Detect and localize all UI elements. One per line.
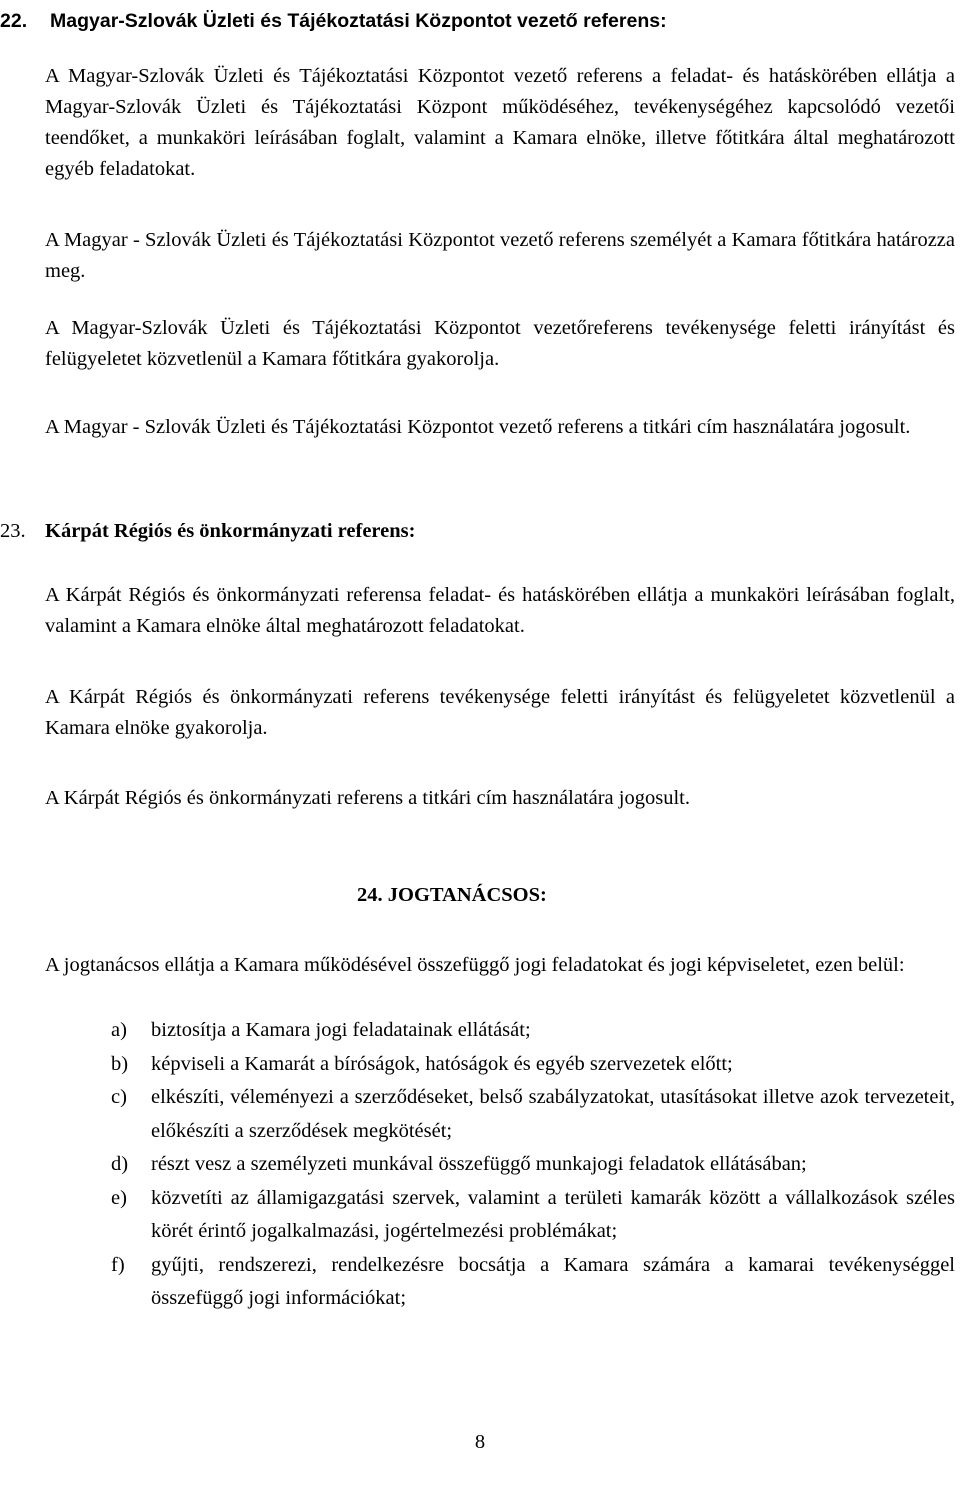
list-item-letter: d) [111,1153,129,1175]
list-item-letter: f) [111,1253,125,1276]
list-item [45,1182,955,1249]
section-24-intro: A jogtanácsos ellátja a Kamara működésével összefüggő jogi feladatokat és jogi képviseletet, ezen belül: [45,954,905,976]
list-item [45,1148,955,1182]
section-23-paragraph-3: A Kárpát Régiós és önkormányzati referens a titkári cím használatára jogosult. [45,787,690,809]
list-item-text: képviseli a Kamarát a bíróságok, hatóságok és egyéb szervezetek előtt; [151,1052,733,1075]
list-item [45,1249,955,1316]
list-item [45,1081,955,1148]
list-item-letter: b) [111,1052,129,1075]
section-22-number: 22. [0,10,28,32]
list-item-letter: c) [111,1086,127,1108]
list-item-text: elkészíti, véleményezi a szerződéseket, belső szabályzatokat, utasításokat illetve azok tervezeteit, előkészíti a szerződések megkötését; [151,1086,955,1142]
section-23-paragraph-2: A Kárpát Régiós és önkormányzati referens tevékenysége feletti irányítást és felügyeletet közvetlenül a Kamara elnöke gyakorolja. [45,686,955,739]
section-22-paragraph-2: A Magyar - Szlovák Üzleti és Tájékoztatási Központot vezető referens személyét a Kamara főtitkára határozza meg. [45,229,955,282]
section-22-title: Magyar-Szlovák Üzleti és Tájékoztatási Központot vezető referens: [50,10,667,32]
section-24-heading: 24. JOGTANÁCSOS: [357,884,547,906]
section-22-paragraph-3: A Magyar-Szlovák Üzleti és Tájékoztatási Központot vezetőreferens tevékenysége feletti irányítást és felügyeletet közvetlenül a Kamara főtitkára gyakorolja. [45,317,955,370]
list-item-text: részt vesz a személyzeti munkával összefüggő munkajogi feladatok ellátásában; [151,1153,807,1175]
list-item-text: közvetíti az államigazgatási szervek, valamint a területi kamarák között a vállalkozások széles körét érintő jogalkalmazási, jogértelmezési problémákat; [151,1186,955,1242]
list-item-text: biztosítja a Kamara jogi feladatainak ellátását; [151,1019,531,1041]
section-22-paragraph-4: A Magyar - Szlovák Üzleti és Tájékoztatási Központot vezető referens a titkári cím használatára jogosult. [45,416,911,438]
list-item-text: gyűjti, rendszerezi, rendelkezésre bocsátja a Kamara számára a kamarai tevékenységgel összefüggő jogi információkat; [151,1253,955,1309]
section-23-heading [0,516,960,546]
list-item-letter: e) [111,1186,127,1209]
section-23-number: 23. [0,520,26,542]
section-22-heading [0,7,960,35]
list-item [45,1014,955,1048]
list-item [45,1048,955,1082]
section-23-title: Kárpát Régiós és önkormányzati referens: [45,520,416,542]
duties-list [45,1014,955,1316]
page-number: 8 [474,1431,486,1453]
section-22-paragraph-1: A Magyar-Szlovák Üzleti és Tájékoztatási Központot vezető referens a feladat- és hatáskörében ellátja a Magyar-Szlovák Üzleti és Tájékoztatási Központ működéséhez, tevékenységéhez kapcsolódó vezetői teendőket, a munkaköri leírásában foglalt, valamint a Kamara elnöke, illetve főtitkára által meghatározott egyéb feladatokat. [45,65,955,180]
section-23-paragraph-1: A Kárpát Régiós és önkormányzati referensa feladat- és hatáskörében ellátja a munkaköri leírásában foglalt, valamint a Kamara elnöke által meghatározott feladatokat. [45,584,955,637]
list-item-letter: a) [111,1019,127,1041]
